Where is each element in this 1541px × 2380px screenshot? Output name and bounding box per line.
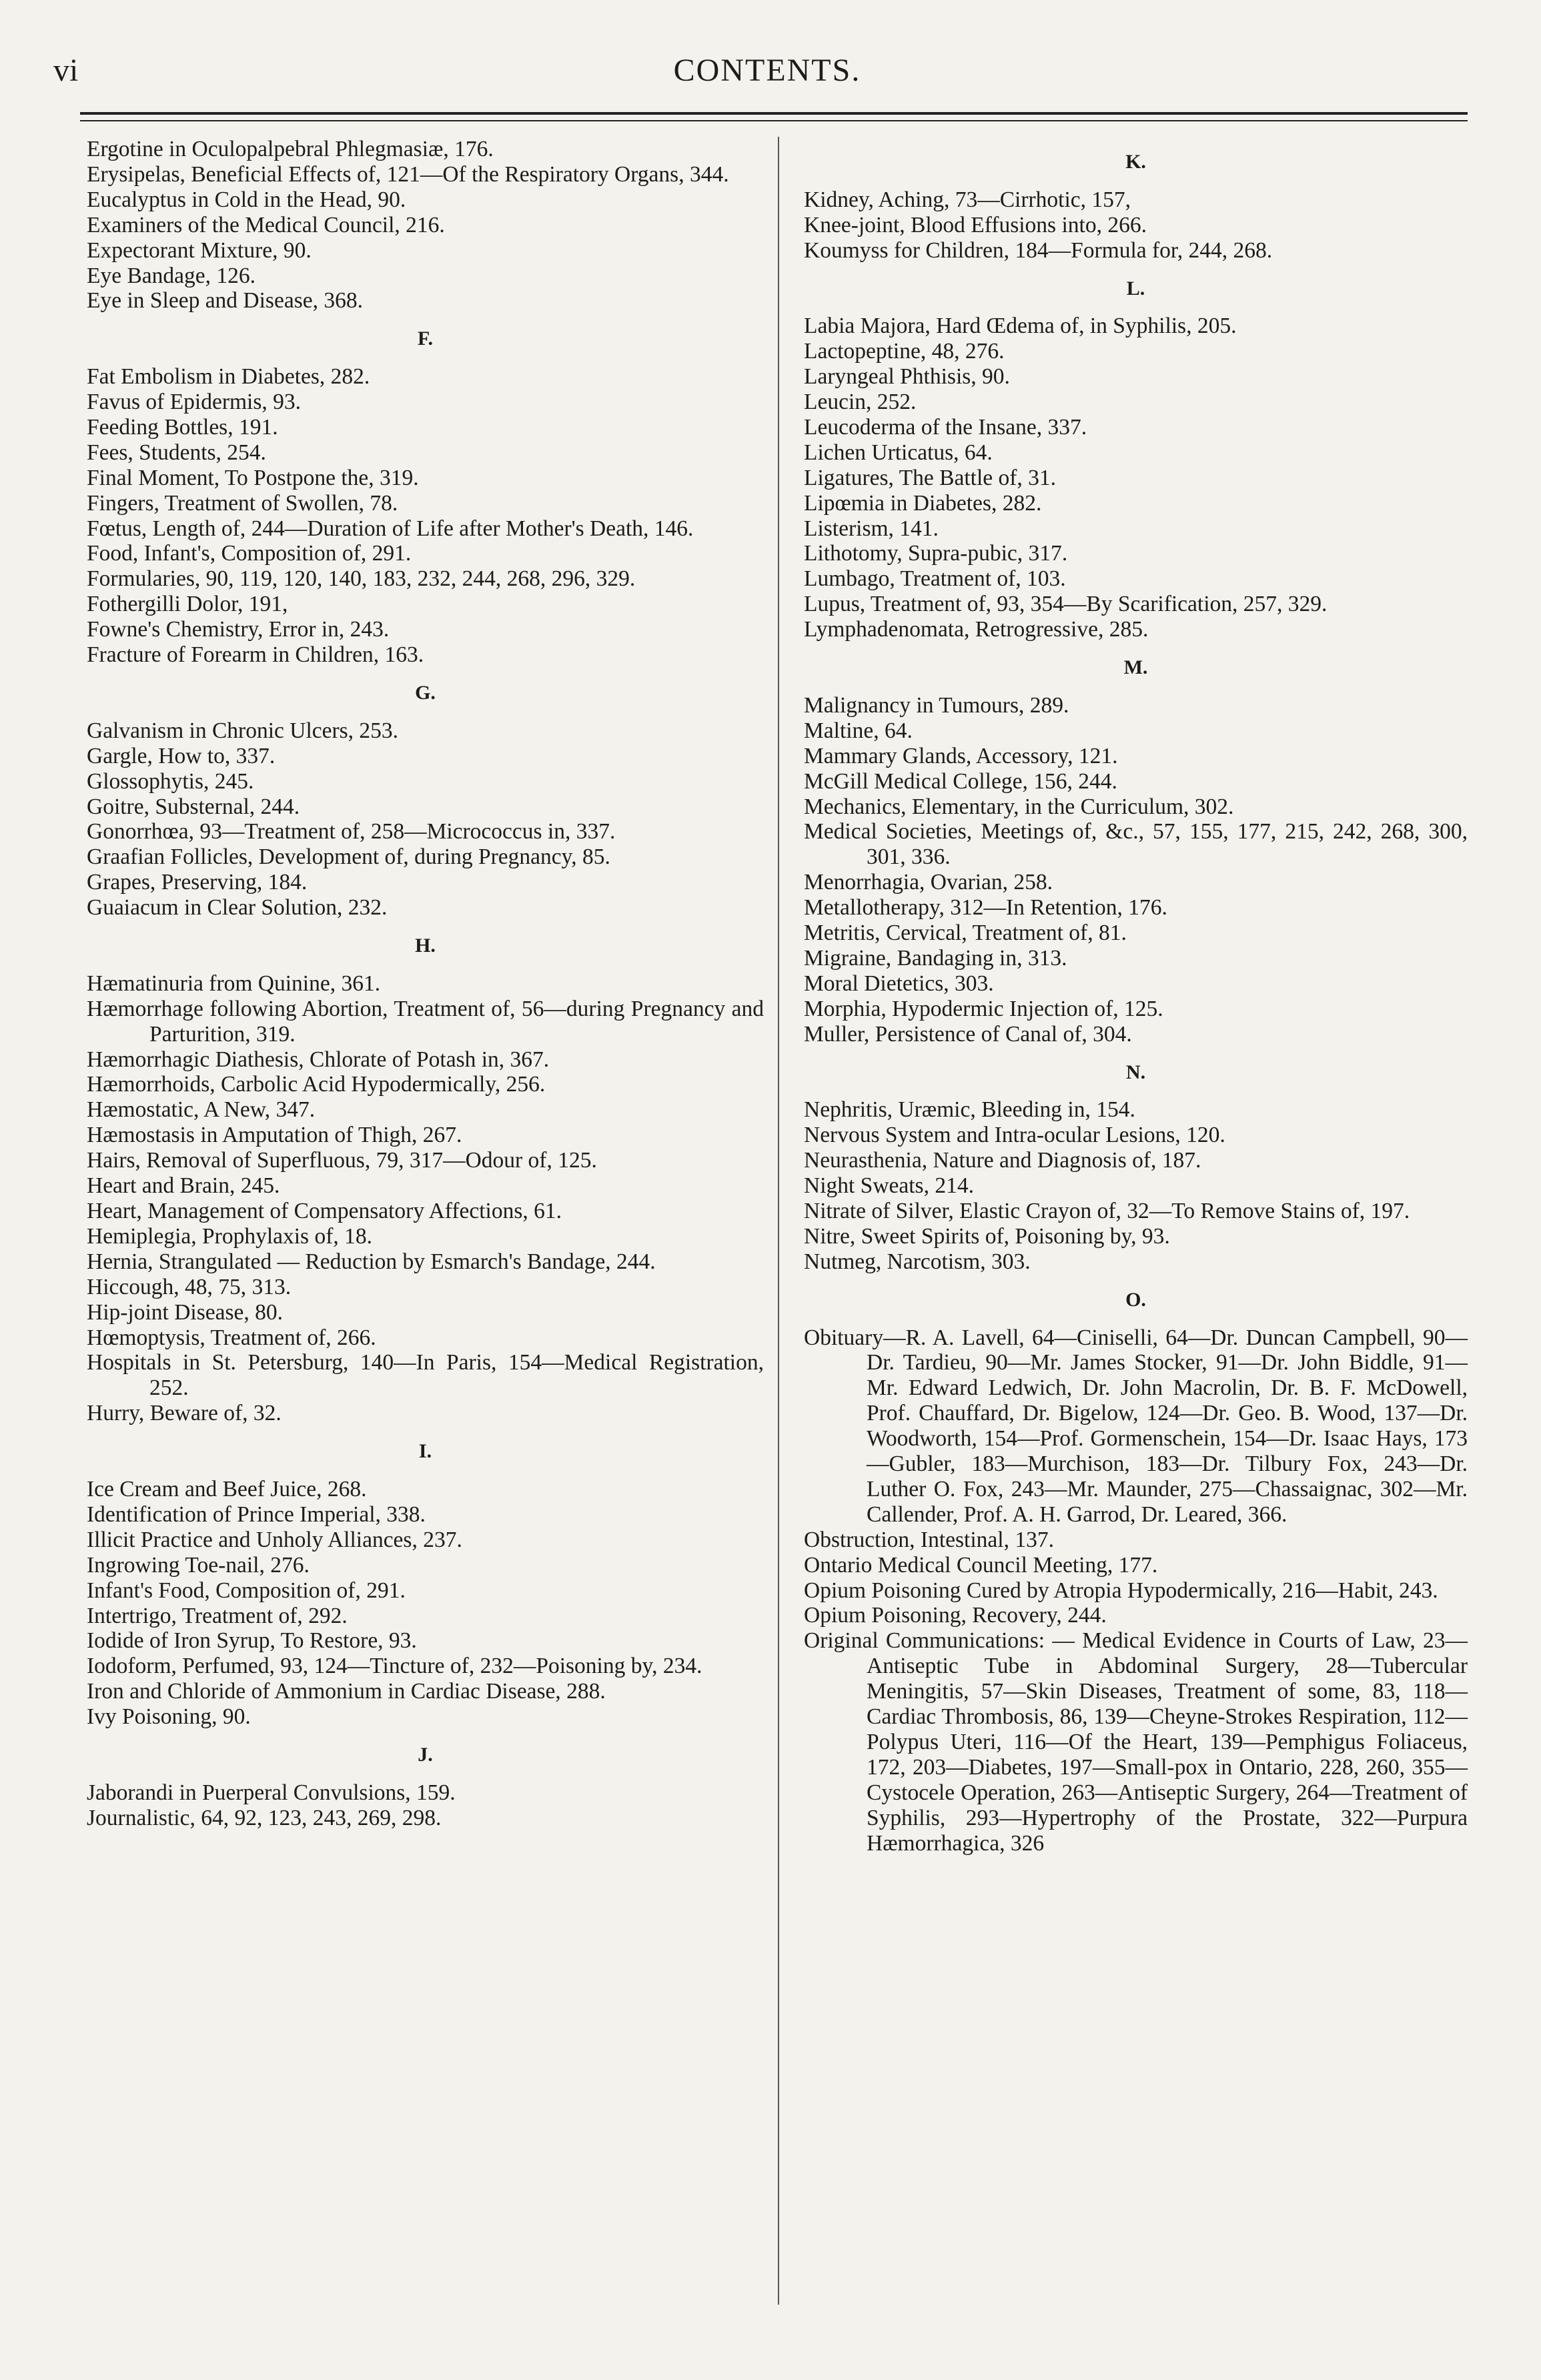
index-entry: Eye in Sleep and Disease, 368. bbox=[87, 288, 363, 314]
index-entry: Goitre, Substernal, 244. bbox=[87, 794, 300, 819]
index-entry: Hairs, Removal of Superfluous, 79, 317—Odour of, 125. bbox=[87, 1148, 597, 1173]
index-entry: Listerism, 141. bbox=[804, 516, 939, 541]
index-entry: Lupus, Treatment of, 93, 354—By Scarification, 257, 329. bbox=[804, 592, 1328, 617]
index-entry: Fœtus, Length of, 244—Duration of Life after Mother's Death, 146. bbox=[87, 516, 694, 541]
index-entry: Eye Bandage, 126. bbox=[87, 263, 256, 288]
index-entry: Lumbago, Treatment of, 103. bbox=[804, 566, 1066, 592]
index-entry: Hemiplegia, Prophylaxis of, 18. bbox=[87, 1223, 372, 1249]
index-entry: Galvanism in Chronic Ulcers, 253. bbox=[87, 718, 399, 743]
index-entry: Opium Poisoning, Recovery, 244. bbox=[804, 1603, 1107, 1628]
section-letter: J. bbox=[418, 1744, 433, 1766]
index-entry: Feeding Bottles, 191. bbox=[87, 414, 278, 440]
index-entry: Original Communications: — Medical Evidence in Courts of Law, 23—Antiseptic Tube in Abdominal Surgery, 28—Tubercular Meningitis, 57—Skin Diseases, Treatment of some, 83, 118—Cardiac Thrombosis, 86, 139—Cheyne-Strokes Respiration, 112—Polypus Uteri, 116—Of the Heart, 139—Pemphigus Foliaceus, 172, 203—Diabetes, 197—Small-pox in Ontario, 228, 260, 355—Cystocele Operation, 263—Antiseptic Surgery, 264—Treatment of Syphilis, 293—Hypertrophy of the Prostate, 322—Purpura Hæmorrhagica, 326 bbox=[804, 1628, 1468, 1856]
index-entry: Hæmorrhage following Abortion, Treatment of, 56—during Pregnancy and Parturition, 319. bbox=[87, 996, 764, 1047]
index-entry: Ingrowing Toe-nail, 276. bbox=[87, 1552, 310, 1578]
index-entry: Mammary Glands, Accessory, 121. bbox=[804, 743, 1118, 768]
index-entry: Mechanics, Elementary, in the Curriculum, 302. bbox=[804, 794, 1234, 819]
index-entry: Medical Societies, Meetings of, &c., 57, 155, 177, 215, 242, 268, 300, 301, 336. bbox=[804, 819, 1468, 870]
index-entry: Examiners of the Medical Council, 216. bbox=[87, 212, 445, 237]
index-entry: Maltine, 64. bbox=[804, 718, 913, 743]
index-entry: Favus of Epidermis, 93. bbox=[87, 390, 302, 415]
index-entry: Hæmostasis in Amputation of Thigh, 267. bbox=[87, 1123, 462, 1148]
index-entry: Grapes, Preserving, 184. bbox=[87, 870, 308, 895]
index-entry: Malignancy in Tumours, 289. bbox=[804, 692, 1069, 718]
index-entry: Hospitals in St. Petersburg, 140—In Paris, 154—Medical Registration, 252. bbox=[87, 1350, 764, 1401]
index-entry: Nitre, Sweet Spirits of, Poisoning by, 93. bbox=[804, 1223, 1170, 1249]
index-entry: Laryngeal Phthisis, 90. bbox=[804, 364, 1010, 390]
index-entry: Opium Poisoning Cured by Atropia Hypodermically, 216—Habit, 243. bbox=[804, 1578, 1438, 1603]
index-entry: Fowne's Chemistry, Error in, 243. bbox=[87, 617, 390, 642]
index-entry: Glossophytis, 245. bbox=[87, 768, 254, 794]
index-entry: Lichen Urticatus, 64. bbox=[804, 440, 993, 465]
running-title: CONTENTS. bbox=[673, 53, 861, 88]
index-entry: Leucin, 252. bbox=[804, 390, 917, 415]
index-entry: Lipœmia in Diabetes, 282. bbox=[804, 490, 1042, 516]
section-letter: L. bbox=[1126, 277, 1145, 300]
index-entry: Morphia, Hypodermic Injection of, 125. bbox=[804, 996, 1163, 1021]
index-entry: Illicit Practice and Unholy Alliances, 237. bbox=[87, 1527, 462, 1552]
page-number: vi bbox=[53, 53, 79, 88]
index-entry: Ice Cream and Beef Juice, 268. bbox=[87, 1476, 367, 1502]
index-entry: Night Sweats, 214. bbox=[804, 1173, 974, 1199]
header-rule-thin bbox=[80, 120, 1468, 121]
index-entry: Journalistic, 64, 92, 123, 243, 269, 298. bbox=[87, 1805, 442, 1830]
index-entry: Koumyss for Children, 184—Formula for, 244, 268. bbox=[804, 237, 1273, 263]
section-letter: G. bbox=[415, 682, 436, 704]
index-entry: Erysipelas, Beneficial Effects of, 121—Of the Respiratory Organs, 344. bbox=[87, 161, 729, 187]
index-entry: Lithotomy, Supra-pubic, 317. bbox=[804, 541, 1068, 566]
index-entry: Leucoderma of the Insane, 337. bbox=[804, 414, 1087, 440]
index-entry: Lymphadenomata, Retrogressive, 285. bbox=[804, 617, 1149, 642]
index-entry: Final Moment, To Postpone the, 319. bbox=[87, 465, 419, 490]
header-rule bbox=[80, 112, 1468, 115]
index-entry: Obstruction, Intestinal, 137. bbox=[804, 1527, 1054, 1552]
index-entry: Ivy Poisoning, 90. bbox=[87, 1704, 251, 1730]
index-entry: Lactopeptine, 48, 276. bbox=[804, 339, 1005, 364]
index-entry: Infant's Food, Composition of, 291. bbox=[87, 1578, 406, 1603]
index-entry: Muller, Persistence of Canal of, 304. bbox=[804, 1021, 1132, 1047]
section-letter: H. bbox=[415, 935, 436, 957]
right-index-column bbox=[804, 137, 1468, 1856]
index-entry: Heart and Brain, 245. bbox=[87, 1173, 280, 1199]
index-entry: Moral Dietetics, 303. bbox=[804, 971, 994, 996]
index-entry: Graafian Follicles, Development of, during Pregnancy, 85. bbox=[87, 844, 610, 870]
index-entry: Iron and Chloride of Ammonium in Cardiac Disease, 288. bbox=[87, 1679, 606, 1704]
index-entry: Jaborandi in Puerperal Convulsions, 159. bbox=[87, 1780, 456, 1805]
index-entry: Guaiacum in Clear Solution, 232. bbox=[87, 895, 388, 921]
index-entry: Nervous System and Intra-ocular Lesions, 120. bbox=[804, 1123, 1225, 1148]
index-entry: Hernia, Strangulated — Reduction by Esmarch's Bandage, 244. bbox=[87, 1249, 656, 1274]
section-letter: F. bbox=[417, 328, 434, 350]
index-entry: Ontario Medical Council Meeting, 177. bbox=[804, 1552, 1158, 1578]
index-entry: Nitrate of Silver, Elastic Crayon of, 32—To Remove Stains of, 197. bbox=[804, 1199, 1410, 1223]
index-entry: Food, Infant's, Composition of, 291. bbox=[87, 541, 412, 566]
index-entry: Ergotine in Oculopalpebral Phlegmasiæ, 176. bbox=[87, 137, 494, 161]
index-entry: Gonorrhœa, 93—Treatment of, 258—Micrococcus in, 337. bbox=[87, 819, 616, 844]
index-entry: Fothergilli Dolor, 191, bbox=[87, 592, 288, 617]
index-entry: Metritis, Cervical, Treatment of, 81. bbox=[804, 921, 1127, 946]
index-entry: Metallotherapy, 312—In Retention, 176. bbox=[804, 895, 1167, 921]
index-entry: Hæmostatic, A New, 347. bbox=[87, 1097, 316, 1123]
section-letter: O. bbox=[1125, 1288, 1146, 1311]
index-entry: Eucalyptus in Cold in the Head, 90. bbox=[87, 187, 406, 212]
index-entry: Hœmoptysis, Treatment of, 266. bbox=[87, 1325, 376, 1350]
index-entry: Identification of Prince Imperial, 338. bbox=[87, 1502, 426, 1527]
index-entry: Fracture of Forearm in Children, 163. bbox=[87, 642, 424, 668]
index-entry: Hip-joint Disease, 80. bbox=[87, 1299, 284, 1325]
index-entry: Hurry, Beware of, 32. bbox=[87, 1401, 282, 1426]
index-entry: Gargle, How to, 337. bbox=[87, 743, 276, 768]
index-entry: Migraine, Bandaging in, 313. bbox=[804, 945, 1067, 971]
index-entry: Kidney, Aching, 73—Cirrhotic, 157, bbox=[804, 187, 1131, 212]
index-entry: Menorrhagia, Ovarian, 258. bbox=[804, 870, 1053, 895]
index-entry: McGill Medical College, 156, 244. bbox=[804, 768, 1117, 794]
index-entry: Hæmorrhoids, Carbolic Acid Hypodermically, 256. bbox=[87, 1072, 546, 1097]
index-entry: Hiccough, 48, 75, 313. bbox=[87, 1274, 292, 1299]
index-entry: Intertrigo, Treatment of, 292. bbox=[87, 1603, 348, 1628]
section-letter: K. bbox=[1125, 151, 1146, 173]
index-entry: Fees, Students, 254. bbox=[87, 440, 266, 465]
index-entry: Iodide of Iron Syrup, To Restore, 93. bbox=[87, 1628, 417, 1654]
index-entry: Knee-joint, Blood Effusions into, 266. bbox=[804, 212, 1147, 237]
index-entry: Hæmatinuria from Quinine, 361. bbox=[87, 971, 381, 996]
index-entry: Nephritis, Uræmic, Bleeding in, 154. bbox=[804, 1097, 1135, 1123]
index-entry: Neurasthenia, Nature and Diagnosis of, 187. bbox=[804, 1148, 1201, 1173]
section-letter: N. bbox=[1125, 1061, 1146, 1083]
page-header bbox=[53, 40, 1481, 93]
index-entry: Obituary—R. A. Lavell, 64—Ciniselli, 64—Dr. Duncan Campbell, 90—Dr. Tardieu, 90—Mr. James Stocker, 91—Dr. John Biddle, 91—Mr. Edward Ledwich, Dr. John Macrolin, Dr. B. F. McDowell, Prof. Chauffard, Dr. Bigelow, 124—Dr. Geo. B. Wood, 137—Dr. Woodworth, 154—Prof. Gormenschein, 154—Dr. Isaac Hays, 173—Gubler, 183—Murchison, 183—Dr. Tilbury Fox, 243—Dr. Luther O. Fox, 243—Mr. Maunder, 275—Chassaignac, 302—Mr. Callender, Prof. A. H. Garrod, Dr. Leared, 366. bbox=[804, 1325, 1468, 1527]
index-entry: Fat Embolism in Diabetes, 282. bbox=[87, 364, 370, 390]
section-letter: I. bbox=[418, 1440, 432, 1463]
left-index-column bbox=[87, 137, 764, 1831]
index-entry: Hæmorrhagic Diathesis, Chlorate of Potash in, 367. bbox=[87, 1047, 550, 1072]
section-letter: M. bbox=[1123, 656, 1148, 679]
index-entry: Heart, Management of Compensatory Affections, 61. bbox=[87, 1199, 562, 1224]
index-entry: Ligatures, The Battle of, 31. bbox=[804, 465, 1057, 490]
column-divider bbox=[778, 137, 779, 2305]
index-entry: Nutmeg, Narcotism, 303. bbox=[804, 1249, 1031, 1274]
index-entry: Iodoform, Perfumed, 93, 124—Tincture of, 232—Poisoning by, 234. bbox=[87, 1654, 702, 1679]
index-entry: Expectorant Mixture, 90. bbox=[87, 237, 312, 263]
index-entry: Labia Majora, Hard Œdema of, in Syphilis, 205. bbox=[804, 314, 1237, 339]
index-entry: Formularies, 90, 119, 120, 140, 183, 232, 244, 268, 296, 329. bbox=[87, 566, 636, 592]
index-entry: Fingers, Treatment of Swollen, 78. bbox=[87, 490, 398, 516]
